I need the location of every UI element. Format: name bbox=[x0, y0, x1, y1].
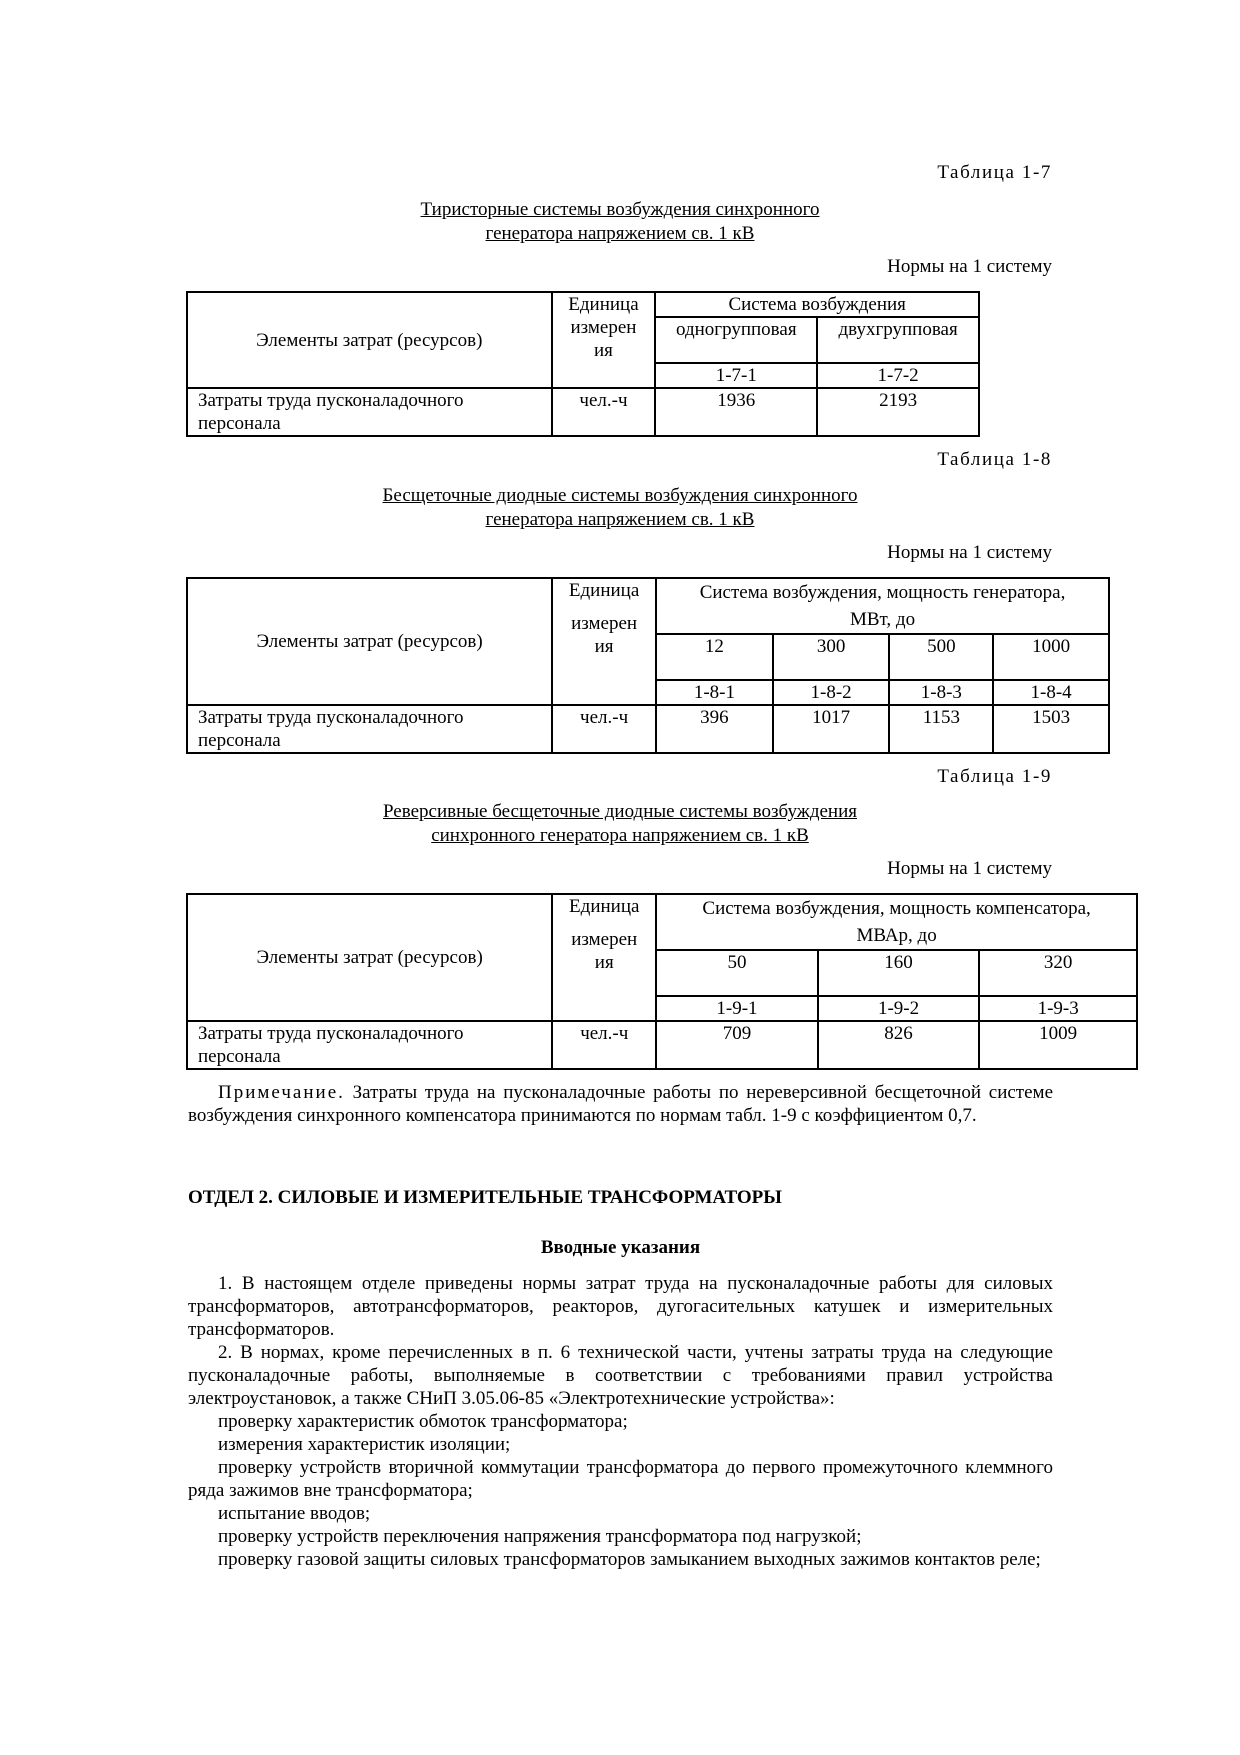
header-unit-line: ия bbox=[594, 952, 614, 973]
note-label: Примечание. bbox=[218, 1082, 345, 1103]
norms-table bbox=[186, 893, 1138, 1070]
paragraph: 1. В настоящем отделе приведены нормы затрат труда на пусконаладочные работы для силовых трансформаторов, автотрансформаторов, реакторов, дугогасительных катушек и измерительных трансформаторов. bbox=[188, 1273, 1053, 1340]
header-unit-line: ия bbox=[594, 636, 614, 657]
header-unit-line: ия bbox=[594, 340, 613, 361]
norms-label: Нормы на 1 систему bbox=[887, 256, 1052, 277]
norms-label: Нормы на 1 систему bbox=[887, 542, 1052, 563]
subheader-cell: 50 bbox=[656, 950, 818, 996]
value-cell: 396 bbox=[656, 705, 773, 753]
value-cell: 826 bbox=[818, 1021, 980, 1069]
table-row bbox=[187, 705, 1109, 753]
table-title-line: Реверсивные бесщеточные диодные системы возбуждения bbox=[382, 801, 857, 822]
header-unit-line: Единица bbox=[568, 294, 639, 315]
norms-table bbox=[186, 291, 980, 437]
row-unit: чел.-ч bbox=[552, 388, 656, 436]
row-label bbox=[187, 705, 552, 753]
table-title bbox=[187, 484, 1053, 532]
row-label-line: персонала bbox=[198, 413, 281, 434]
row-label-line: персонала bbox=[198, 1046, 281, 1067]
code-cell: 1-7-1 bbox=[655, 363, 817, 388]
group-header-line: МВАр, до bbox=[856, 925, 937, 946]
row-label-line: Затраты труда пусконаладочного bbox=[198, 390, 464, 411]
subheader-cell: 320 bbox=[979, 950, 1137, 996]
value-cell: 709 bbox=[656, 1021, 818, 1069]
subheader-cell: 300 bbox=[773, 634, 890, 680]
table-title-line: генератора напряжением св. 1 кВ bbox=[485, 509, 755, 530]
header-unit-line: измерен bbox=[570, 317, 637, 338]
subsection-title: Вводные указания bbox=[540, 1237, 701, 1258]
header-elements: Элементы затрат (ресурсов) bbox=[187, 578, 552, 705]
header-unit bbox=[552, 292, 656, 388]
note-text: Затраты труда на пусконаладочные работы по нереверсивной бесщеточной системе возбуждения синхронного компенсатора принимаются по нормам табл. 1-9 с коэффициентом 0,7. bbox=[188, 1082, 1053, 1126]
group-header: Система возбуждения bbox=[655, 292, 979, 317]
value-cell: 1009 bbox=[979, 1021, 1137, 1069]
subheader-cell: 160 bbox=[818, 950, 980, 996]
code-cell: 1-8-2 bbox=[773, 680, 890, 705]
code-cell: 1-9-2 bbox=[818, 996, 980, 1021]
group-header-line: Система возбуждения, мощность генератора, bbox=[699, 582, 1066, 603]
table-title bbox=[187, 800, 1053, 848]
header-unit-line: Единица bbox=[569, 896, 640, 917]
table-title-line: генератора напряжением св. 1 кВ bbox=[485, 223, 755, 244]
paragraph: испытание вводов; bbox=[218, 1503, 371, 1524]
value-cell: 1936 bbox=[655, 388, 817, 436]
group-header-line: Система возбуждения, мощность компенсатора, bbox=[702, 898, 1091, 919]
subheader-cell: 12 bbox=[656, 634, 773, 680]
paragraph: проверку устройств переключения напряжения трансформатора под нагрузкой; bbox=[218, 1526, 862, 1547]
subheader-cell: одногрупповая bbox=[655, 317, 817, 363]
header-unit-line: измерен bbox=[571, 613, 638, 634]
value-cell: 1503 bbox=[993, 705, 1109, 753]
table-row bbox=[187, 388, 979, 436]
subheader-cell: 500 bbox=[889, 634, 993, 680]
row-label-line: Затраты труда пусконаладочного bbox=[198, 707, 464, 728]
paragraph: проверку устройств вторичной коммутации трансформатора до первого промежуточного клеммного ряда зажимов вне трансформатора; bbox=[188, 1457, 1053, 1501]
body-text bbox=[188, 1272, 1053, 1571]
norms-table bbox=[186, 577, 1110, 754]
row-label-line: персонала bbox=[198, 730, 281, 751]
section-title: ОТДЕЛ 2. СИЛОВЫЕ И ИЗМЕРИТЕЛЬНЫЕ ТРАНСФОРМАТОРЫ bbox=[188, 1187, 782, 1208]
group-header-line: МВт, до bbox=[849, 609, 916, 630]
subheader-cell: 1000 bbox=[993, 634, 1109, 680]
table-title-line: синхронного генератора напряжением св. 1 кВ bbox=[431, 825, 809, 846]
subheader-cell: двухгрупповая bbox=[817, 317, 979, 363]
header-unit-line: измерен bbox=[571, 929, 638, 950]
table-title-line: Тиристорные системы возбуждения синхронного bbox=[420, 199, 820, 220]
table-number: Таблица 1-8 bbox=[937, 449, 1052, 470]
table-title bbox=[187, 198, 1053, 246]
table-number: Таблица 1-9 bbox=[937, 766, 1052, 787]
group-header bbox=[656, 578, 1109, 634]
value-cell: 1153 bbox=[889, 705, 993, 753]
paragraph: измерения характеристик изоляции; bbox=[218, 1434, 511, 1455]
paragraph: проверку характеристик обмоток трансформатора; bbox=[218, 1411, 628, 1432]
table-number: Таблица 1-7 bbox=[937, 162, 1052, 183]
row-label-line: Затраты труда пусконаладочного bbox=[198, 1023, 464, 1044]
header-unit bbox=[552, 578, 656, 705]
row-label bbox=[187, 1021, 552, 1069]
paragraph: проверку газовой защиты силовых трансформаторов замыканием выходных зажимов контактов реле; bbox=[218, 1549, 1041, 1570]
header-unit bbox=[552, 894, 656, 1021]
norms-label: Нормы на 1 систему bbox=[887, 858, 1052, 879]
value-cell: 1017 bbox=[773, 705, 890, 753]
code-cell: 1-8-1 bbox=[656, 680, 773, 705]
table-note bbox=[188, 1081, 1053, 1127]
value-cell: 2193 bbox=[817, 388, 979, 436]
code-cell: 1-8-4 bbox=[993, 680, 1109, 705]
paragraph: 2. В нормах, кроме перечисленных в п. 6 технической части, учтены затраты труда на следующие пусконаладочные работы, выполняемые в соответствии с требованиями правил устройства электроустановок, а также СНиП 3.05.06-85 «Электротехнические устройства»: bbox=[188, 1342, 1053, 1409]
header-elements: Элементы затрат (ресурсов) bbox=[187, 894, 552, 1021]
group-header bbox=[656, 894, 1137, 950]
header-unit-line: Единица bbox=[568, 580, 640, 601]
code-cell: 1-8-3 bbox=[889, 680, 993, 705]
row-unit: чел.-ч bbox=[552, 1021, 656, 1069]
header-elements: Элементы затрат (ресурсов) bbox=[187, 292, 552, 388]
table-title-line: Бесщеточные диодные системы возбуждения синхронного bbox=[382, 485, 858, 506]
row-unit: чел.-ч bbox=[552, 705, 656, 753]
code-cell: 1-9-3 bbox=[979, 996, 1137, 1021]
code-cell: 1-7-2 bbox=[817, 363, 979, 388]
row-label bbox=[187, 388, 552, 436]
table-row bbox=[187, 1021, 1137, 1069]
code-cell: 1-9-1 bbox=[656, 996, 818, 1021]
